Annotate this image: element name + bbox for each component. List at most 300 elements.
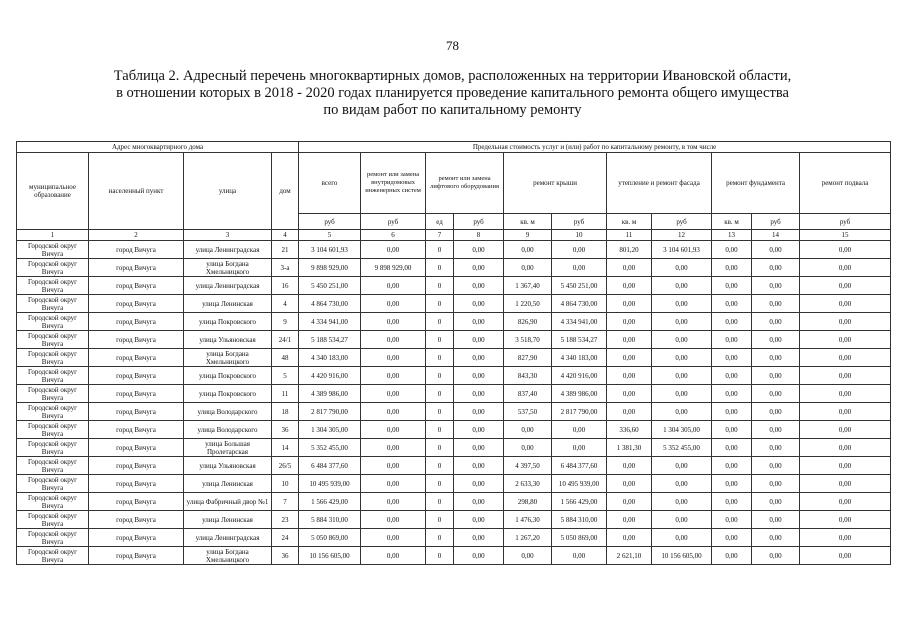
header-engineering: ремонт или замена внутридомовых инженерных систем [361, 153, 426, 214]
table-cell: Городской округ Вичуга [17, 457, 89, 475]
table-cell: 0,00 [752, 457, 800, 475]
table-cell: 1 267,20 [504, 529, 552, 547]
table-cell: 0,00 [454, 475, 504, 493]
table-cell: 0,00 [652, 475, 712, 493]
table-cell: 2 817 790,00 [552, 403, 607, 421]
table-cell: 0,00 [607, 403, 652, 421]
table-cell: 1 304 305,00 [299, 421, 361, 439]
table-cell: 0,00 [361, 403, 426, 421]
table-cell: 0 [426, 277, 454, 295]
table-cell: 3 104 601,93 [652, 241, 712, 259]
table-cell: улица Покровского [184, 385, 272, 403]
table-cell: 0,00 [712, 331, 752, 349]
title-line-3: по видам работ по капитальному ремонту [323, 102, 582, 118]
table-cell: улица Богдана Хмельницкого [184, 349, 272, 367]
table-cell: 0 [426, 547, 454, 565]
table-cell: 0,00 [752, 277, 800, 295]
table-cell: 0,00 [800, 331, 891, 349]
table-cell: город Вичуга [89, 241, 184, 259]
table-cell: 0,00 [361, 475, 426, 493]
table-row [17, 511, 891, 529]
table-cell: Городской округ Вичуга [17, 295, 89, 313]
table-cell: 0,00 [607, 385, 652, 403]
table-cell: 336,60 [607, 421, 652, 439]
table-cell: 0,00 [712, 421, 752, 439]
table-cell: 0,00 [800, 439, 891, 457]
table-cell: 0,00 [361, 349, 426, 367]
table-cell: 0,00 [361, 421, 426, 439]
table-cell: 0,00 [552, 421, 607, 439]
unit-cell: руб [299, 214, 361, 230]
table-cell: 0,00 [712, 385, 752, 403]
table-cell: 5 050 869,00 [299, 529, 361, 547]
table-row [17, 403, 891, 421]
table-cell: 0 [426, 529, 454, 547]
table-cell: 0,00 [607, 277, 652, 295]
column-number-cell: 3 [184, 230, 272, 241]
table-cell: 0,00 [752, 331, 800, 349]
table-cell: город Вичуга [89, 259, 184, 277]
table-cell: 0,00 [361, 313, 426, 331]
table-cell: 0,00 [454, 349, 504, 367]
table-cell: 0,00 [607, 529, 652, 547]
table-cell: 6 484 377,60 [299, 457, 361, 475]
table-cell: Городской округ Вичуга [17, 385, 89, 403]
table-cell: 0,00 [652, 295, 712, 313]
table-cell: 1 220,50 [504, 295, 552, 313]
table-cell: 2 817 790,00 [299, 403, 361, 421]
unit-cell: руб [652, 214, 712, 230]
table-cell: 0,00 [361, 241, 426, 259]
table-cell: 0,00 [712, 313, 752, 331]
table-cell: 10 495 939,00 [299, 475, 361, 493]
table-cell: 0,00 [361, 529, 426, 547]
table-cell: 0,00 [361, 385, 426, 403]
column-number-cell: 5 [299, 230, 361, 241]
table-row [17, 367, 891, 385]
table-row [17, 457, 891, 475]
table-cell: 0,00 [607, 367, 652, 385]
table-cell: 0,00 [652, 313, 712, 331]
table-cell: 0,00 [652, 493, 712, 511]
table-cell: 0 [426, 403, 454, 421]
table-cell: 0,00 [454, 547, 504, 565]
table-cell: 827,90 [504, 349, 552, 367]
table-row [17, 385, 891, 403]
table-cell: 1 304 305,00 [652, 421, 712, 439]
table-cell: 0,00 [800, 349, 891, 367]
table-cell: 837,40 [504, 385, 552, 403]
table-cell: Городской округ Вичуга [17, 241, 89, 259]
table-cell: 3 104 601,93 [299, 241, 361, 259]
table-cell: город Вичуга [89, 475, 184, 493]
table-cell: 0,00 [800, 277, 891, 295]
table-cell: улица Ленинградская [184, 529, 272, 547]
table-cell: Городской округ Вичуга [17, 547, 89, 565]
table-cell: 0,00 [752, 313, 800, 331]
table-row [17, 439, 891, 457]
header-elevator: ремонт или замена лифтового оборудования [426, 153, 504, 214]
table-cell: 0,00 [800, 385, 891, 403]
table-cell: 23 [272, 511, 299, 529]
table-cell: улица Богдана Хмельницкого [184, 259, 272, 277]
table-cell: 4 [272, 295, 299, 313]
column-number-cell: 10 [552, 230, 607, 241]
table-cell: 5 [272, 367, 299, 385]
table-cell: 0 [426, 439, 454, 457]
table-cell: 0,00 [607, 475, 652, 493]
header-facade: утепление и ремонт фасада [607, 153, 712, 214]
table-cell: 0,00 [800, 295, 891, 313]
table-cell: 0 [426, 385, 454, 403]
table-cell: 0 [426, 493, 454, 511]
table-cell: 6 484 377,60 [552, 457, 607, 475]
table-cell: 4 397,50 [504, 457, 552, 475]
table-cell: 26/5 [272, 457, 299, 475]
table-cell: 826,90 [504, 313, 552, 331]
table-cell: 11 [272, 385, 299, 403]
table-cell: 0,00 [454, 277, 504, 295]
table-cell: улица Богдана Хмельницкого [184, 547, 272, 565]
table-cell: 0 [426, 421, 454, 439]
table-cell: 5 884 310,00 [552, 511, 607, 529]
table-cell: 2 621,10 [607, 547, 652, 565]
table-cell: 1 367,40 [504, 277, 552, 295]
table-cell: 0,00 [712, 403, 752, 421]
table-cell: 4 340 183,00 [552, 349, 607, 367]
table-cell: 843,30 [504, 367, 552, 385]
table-cell: 4 340 183,00 [299, 349, 361, 367]
table-cell: улица Ульяновская [184, 331, 272, 349]
table-row [17, 493, 891, 511]
table-cell: 0,00 [752, 547, 800, 565]
table-cell: 801,20 [607, 241, 652, 259]
table-cell: 0,00 [752, 421, 800, 439]
table-cell: 0,00 [712, 277, 752, 295]
table-cell: 0,00 [454, 385, 504, 403]
table-cell: 1 476,30 [504, 511, 552, 529]
table-cell: 0,00 [504, 259, 552, 277]
header-municipality: муниципальное образование [17, 153, 89, 230]
table-cell: 0,00 [361, 439, 426, 457]
table-cell: улица Володарского [184, 421, 272, 439]
table-cell: 10 156 605,00 [299, 547, 361, 565]
table-row [17, 331, 891, 349]
unit-cell: руб [552, 214, 607, 230]
table-cell: 0,00 [752, 367, 800, 385]
table-cell: 4 420 916,00 [299, 367, 361, 385]
column-number-cell: 14 [752, 230, 800, 241]
table-cell: 0,00 [800, 367, 891, 385]
table-cell: 0,00 [800, 529, 891, 547]
table-cell: 0,00 [607, 493, 652, 511]
table-cell: 10 495 939,00 [552, 475, 607, 493]
column-number-cell: 15 [800, 230, 891, 241]
table-cell: 0,00 [800, 241, 891, 259]
table-cell: 0,00 [361, 331, 426, 349]
table-cell: 0 [426, 511, 454, 529]
header-total: всего [299, 153, 361, 214]
table-cell: 10 [272, 475, 299, 493]
table-cell: 0,00 [800, 259, 891, 277]
table-cell: улица Большая Пролетарская [184, 439, 272, 457]
table-cell: 0,00 [454, 421, 504, 439]
table-cell: 0,00 [752, 475, 800, 493]
header-settlement: населенный пункт [89, 153, 184, 230]
table-cell: 4 864 730,00 [299, 295, 361, 313]
table-body [17, 241, 891, 565]
header-foundation: ремонт фундамента [712, 153, 800, 214]
table-cell: улица Ленинградская [184, 241, 272, 259]
table-cell: 0,00 [652, 277, 712, 295]
header-cost-group: Предельная стоимость услуг и (или) работ по капитальному ремонту, в том числе [299, 142, 891, 153]
table-cell: 0 [426, 367, 454, 385]
table-cell: 0,00 [712, 349, 752, 367]
table-cell: 5 450 251,00 [299, 277, 361, 295]
table-cell: 0 [426, 475, 454, 493]
table-row [17, 529, 891, 547]
table-cell: город Вичуга [89, 457, 184, 475]
table-cell: город Вичуга [89, 529, 184, 547]
table-cell: 0,00 [752, 529, 800, 547]
table-cell: 0 [426, 331, 454, 349]
table-cell: 0,00 [361, 547, 426, 565]
table-cell: улица Володарского [184, 403, 272, 421]
table-row [17, 547, 891, 565]
table-title [60, 68, 845, 119]
table-cell: 0,00 [454, 367, 504, 385]
table-cell: 7 [272, 493, 299, 511]
table-cell: 10 156 605,00 [652, 547, 712, 565]
table-cell: 0,00 [361, 367, 426, 385]
unit-cell: руб [752, 214, 800, 230]
table-cell: 0,00 [752, 259, 800, 277]
table-cell: 0,00 [552, 547, 607, 565]
column-number-cell: 4 [272, 230, 299, 241]
table-cell: 0,00 [454, 295, 504, 313]
table-cell: 0,00 [800, 511, 891, 529]
table-cell: 1 566 429,00 [552, 493, 607, 511]
table-cell: 0,00 [607, 331, 652, 349]
unit-cell: руб [800, 214, 891, 230]
table-cell: 3-а [272, 259, 299, 277]
table-cell: 0,00 [800, 421, 891, 439]
table-cell: 0,00 [607, 259, 652, 277]
table-cell: город Вичуга [89, 313, 184, 331]
table-cell: 0,00 [361, 457, 426, 475]
table-cell: город Вичуга [89, 367, 184, 385]
table-row [17, 295, 891, 313]
table-cell: 5 884 310,00 [299, 511, 361, 529]
table-row [17, 421, 891, 439]
column-number-cell: 9 [504, 230, 552, 241]
column-number-cell: 7 [426, 230, 454, 241]
table-cell: 48 [272, 349, 299, 367]
table-row [17, 313, 891, 331]
table-cell: 0,00 [454, 259, 504, 277]
table-cell: 4 334 941,00 [299, 313, 361, 331]
table-cell: 0,00 [504, 421, 552, 439]
table-cell: 4 420 916,00 [552, 367, 607, 385]
table-cell: 36 [272, 421, 299, 439]
table-cell: улица Ленинская [184, 475, 272, 493]
table-cell: 0,00 [800, 547, 891, 565]
table-cell: 4 389 986,00 [299, 385, 361, 403]
table-cell: 0,00 [752, 403, 800, 421]
table-cell: 0,00 [800, 457, 891, 475]
table-cell: 0,00 [712, 259, 752, 277]
table-cell: 0,00 [712, 529, 752, 547]
table-cell: город Вичуга [89, 295, 184, 313]
unit-cell: кв. м [712, 214, 752, 230]
table-cell: улица Ленинская [184, 295, 272, 313]
table-cell: Городской округ Вичуга [17, 349, 89, 367]
table-cell: 0 [426, 295, 454, 313]
table-cell: 0,00 [504, 439, 552, 457]
table-cell: 0,00 [752, 241, 800, 259]
table-cell: 0,00 [712, 475, 752, 493]
table-cell: улица Ленинградская [184, 277, 272, 295]
table-cell: 0 [426, 241, 454, 259]
table-cell: Городской округ Вичуга [17, 403, 89, 421]
table-cell: 0,00 [454, 457, 504, 475]
header-street: улица [184, 153, 272, 230]
table-cell: улица Покровского [184, 313, 272, 331]
table-cell: город Вичуга [89, 349, 184, 367]
column-number-cell: 12 [652, 230, 712, 241]
table-cell: Городской округ Вичуга [17, 277, 89, 295]
table-cell: город Вичуга [89, 493, 184, 511]
table-cell: 5 352 455,00 [652, 439, 712, 457]
table-cell: 0,00 [607, 349, 652, 367]
title-line-2: в отношении которых в 2018 - 2020 годах планируется проведение капитального ремонта общего имущества [116, 85, 789, 101]
table-cell: 0,00 [652, 457, 712, 475]
table-row [17, 475, 891, 493]
table-row [17, 259, 891, 277]
table-cell: 298,80 [504, 493, 552, 511]
table-cell: 4 864 730,00 [552, 295, 607, 313]
table-cell: город Вичуга [89, 403, 184, 421]
header-basement: ремонт подвала [800, 153, 891, 214]
table-cell: 5 188 534,27 [552, 331, 607, 349]
table-cell: 0,00 [552, 439, 607, 457]
table-cell: город Вичуга [89, 511, 184, 529]
table-cell: 0,00 [652, 403, 712, 421]
table-cell: 14 [272, 439, 299, 457]
table-cell: 0,00 [552, 241, 607, 259]
table-cell: Городской округ Вичуга [17, 493, 89, 511]
table-cell: 0,00 [361, 511, 426, 529]
table-cell: улица Ульяновская [184, 457, 272, 475]
table-cell: улица Ленинская [184, 511, 272, 529]
table-cell: 0,00 [652, 259, 712, 277]
table-cell: 0,00 [361, 295, 426, 313]
table-cell: 0,00 [607, 511, 652, 529]
table-cell: 0,00 [454, 529, 504, 547]
column-numbers-row [17, 230, 891, 241]
table-cell: 0,00 [652, 349, 712, 367]
table-cell: 0,00 [712, 295, 752, 313]
column-number-cell: 8 [454, 230, 504, 241]
table-cell: 0,00 [752, 493, 800, 511]
table-cell: 0,00 [607, 295, 652, 313]
table-cell: 0,00 [504, 547, 552, 565]
table-cell: улица Фабричный двор №1 [184, 493, 272, 511]
table-cell: 0 [426, 457, 454, 475]
table-cell: Городской округ Вичуга [17, 367, 89, 385]
table-cell: 0,00 [652, 385, 712, 403]
table-cell: 0,00 [712, 241, 752, 259]
table-cell: 0,00 [712, 511, 752, 529]
table-cell: 0,00 [752, 295, 800, 313]
title-line-1: Таблица 2. Адресный перечень многоквартирных домов, расположенных на территории Ивановской области, [113, 68, 792, 84]
table-cell: 0,00 [552, 259, 607, 277]
table-cell: Городской округ Вичуга [17, 259, 89, 277]
table-cell: 1 381,30 [607, 439, 652, 457]
column-number-cell: 6 [361, 230, 426, 241]
table-cell: 18 [272, 403, 299, 421]
unit-cell: кв. м [607, 214, 652, 230]
table-cell: 9 [272, 313, 299, 331]
table-cell: 5 450 251,00 [552, 277, 607, 295]
table-cell: 0,00 [752, 349, 800, 367]
table-cell: 0,00 [712, 457, 752, 475]
column-number-cell: 1 [17, 230, 89, 241]
table-cell: 5 188 534,27 [299, 331, 361, 349]
table-cell: Городской округ Вичуга [17, 475, 89, 493]
table-cell: 4 334 941,00 [552, 313, 607, 331]
unit-cell: кв. м [504, 214, 552, 230]
table-cell: город Вичуга [89, 385, 184, 403]
table-cell: 16 [272, 277, 299, 295]
table-cell: 0,00 [361, 277, 426, 295]
table-cell: 0,00 [712, 547, 752, 565]
table-cell: 0,00 [504, 241, 552, 259]
table-cell: 21 [272, 241, 299, 259]
unit-cell: руб [361, 214, 426, 230]
table-cell: Городской округ Вичуга [17, 511, 89, 529]
table-cell: 0,00 [454, 331, 504, 349]
table-cell: 2 633,30 [504, 475, 552, 493]
table-cell: 0,00 [607, 313, 652, 331]
table-cell: улица Покровского [184, 367, 272, 385]
table-row [17, 277, 891, 295]
table-cell: 9 898 929,00 [361, 259, 426, 277]
table-cell: город Вичуга [89, 547, 184, 565]
table-cell: город Вичуга [89, 331, 184, 349]
table-cell: Городской округ Вичуга [17, 331, 89, 349]
table-cell: 0,00 [712, 493, 752, 511]
column-number-cell: 11 [607, 230, 652, 241]
table-cell: 537,50 [504, 403, 552, 421]
header-address-group: Адрес многоквартирного дома [17, 142, 299, 153]
table-cell: 0,00 [652, 511, 712, 529]
table-cell: 5 050 869,00 [552, 529, 607, 547]
table-cell: 4 389 986,00 [552, 385, 607, 403]
table-cell: Городской округ Вичуга [17, 439, 89, 457]
table-cell: 0,00 [712, 367, 752, 385]
address-table [16, 141, 891, 565]
table-cell: Городской округ Вичуга [17, 313, 89, 331]
unit-cell: руб [454, 214, 504, 230]
table-cell: 5 352 455,00 [299, 439, 361, 457]
table-cell: 0 [426, 259, 454, 277]
unit-cell: ед [426, 214, 454, 230]
table-cell: город Вичуга [89, 277, 184, 295]
page-number: 78 [446, 38, 459, 53]
table-cell: 0,00 [752, 511, 800, 529]
table-cell: 0,00 [454, 493, 504, 511]
